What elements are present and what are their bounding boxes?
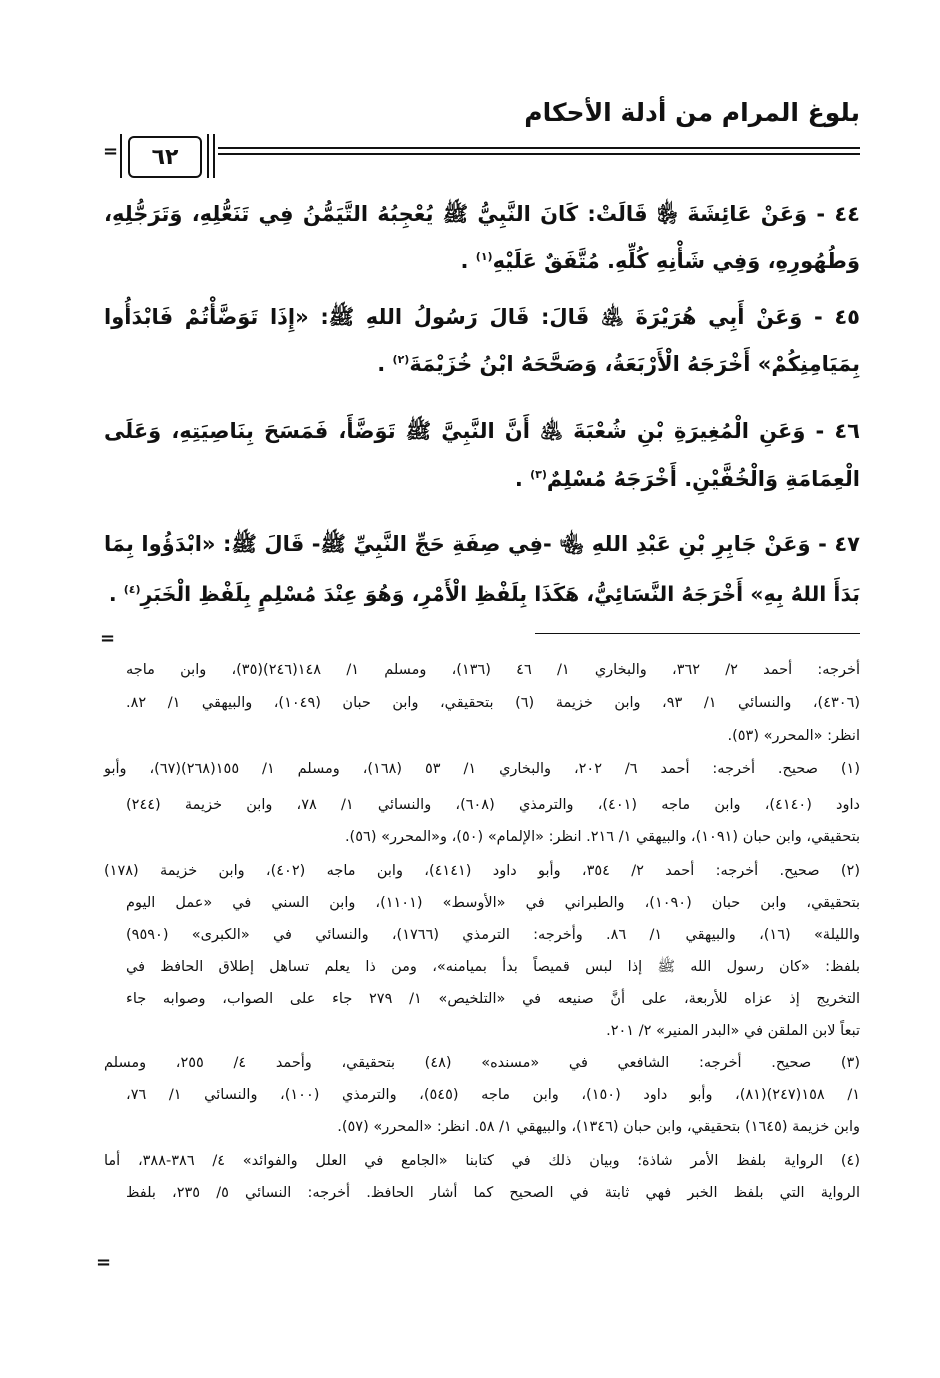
hadith-line-text: وَطُهُورِهِ، وَفِي شَأْنِهِ كُلِّهِ. مُتَّفَقٌ عَلَيْهِ	[492, 249, 860, 273]
line-end: .	[514, 467, 531, 491]
header-bar	[213, 134, 215, 178]
hadith-line	[104, 462, 860, 496]
header-bar	[207, 134, 209, 178]
header-rule	[218, 147, 860, 149]
footnote-line: انظر: «المحرر» (٥٣).	[727, 728, 860, 744]
continuation-mark: =	[103, 141, 119, 162]
footnote-line: تبعاً لابن الملقن في «البدر المنير» ٢/ ٢٠١.	[606, 1023, 860, 1039]
footnote-line: والليلة» (١٦)، والبيهقي ١/ ٨٦. وأخرجه: الترمذي (١٧٦٦)، والنسائي في «الكبرى» (٩٥٩٠)	[126, 927, 861, 943]
hadith-line-text: ٤٦ - وَعَنِ الْمُغِيرَةِ بْنِ شُعْبَةَ ﵁ أَنَّ النَّبِيَّ ﷺ تَوَضَّأَ، فَمَسَحَ بِنَاصِيَتِهِ، وَعَلَى	[104, 419, 860, 443]
footnote-line: (٣) صحيح. أخرجه: الشافعي في «مسنده» (٤٨) بتحقيقي، وأحمد ٤/ ٢٥٥، ومسلم	[104, 1055, 860, 1071]
hadith-line-text: بِمَيَامِنِكُمْ» أَخْرَجَهُ الْأَرْبَعَةُ، وَصَحَّحَهُ ابْنُ خُزَيْمَةَ	[409, 352, 860, 376]
footnote-line: (٤) الرواية بلفظ الأمر شاذة؛ وبيان ذلك في كتابنا «الجامع في العلل والفوائد» ٤/ ٣٨٦-٣٨٨، أما	[104, 1153, 860, 1169]
hadith-line	[104, 197, 860, 231]
footnote-line: الرواية التي بلفظ الخبر فهي ثابتة في الصحيح كما أشار الحافظ. أخرجه: النسائي ٥/ ٢٣٥، بلفظ	[126, 1185, 860, 1201]
footnote-line: وابن خزيمة (١٦٤٥) بتحقيقي، وابن حبان (١٣٤٦)، والبيهقي ١/ ٥٨. انظر: «المحرر» (٥٧).	[337, 1119, 860, 1135]
footnote-continuation-mark: =	[100, 628, 116, 649]
footnote-line: (٤٣٠٦)، والنسائي ١/ ٩٣، وابن خزيمة (٦) بتحقيقي، وابن حبان (١٠٤٩)، والبيهقي ١/ ٨٢.	[126, 695, 861, 711]
hadith-line	[104, 244, 860, 278]
footnote-line: داود (٤١٤٠)، وابن ماجه (٤٠١)، والترمذي (٦٠٨)، والنسائي ١/ ٧٨، وابن خزيمة (٢٤٤)	[126, 797, 860, 813]
footnote-line: (٢) صحيح. أخرجه: أحمد ٢/ ٣٥٤، وأبو داود (٤١٤١)، وابن ماجه (٤٠٢)، وابن خزيمة (١٧٨)	[104, 863, 860, 879]
footnote-line: بتحقيقي، وابن حبان (١٠٩٠)، والطبراني في «الأوسط» (١١٠١)، وابن السني في «عمل اليوم	[126, 895, 860, 911]
footnote-line: بلفظ: «كان رسول الله ﷺ إذا لبس قميصاً بدأ بميامنه»، ومن ذا يعلم تساهل إطلاق الحافظ في	[126, 959, 860, 975]
hadith-line	[104, 347, 860, 381]
book-title: بلوغ المرام من أدلة الأحكام	[524, 98, 860, 127]
hadith-line-text: ٤٥ - وَعَنْ أَبِي هُرَيْرَةَ ﵁ قَالَ: قَالَ رَسُولُ اللهِ ﷺ: «إِذَا تَوَضَّأْتُمْ فَابْدَأُوا	[104, 305, 860, 329]
hadith-line	[104, 300, 860, 334]
footnote-line: (١) صحيح. أخرجه: أحمد ٦/ ٢٠٢، والبخاري ١/ ٥٣ (١٦٨)، ومسلم ١/ ١٥٥(٢٦٨)(٦٧)، وأبو	[104, 761, 860, 777]
line-end: .	[377, 352, 393, 376]
header-rule	[218, 153, 860, 155]
hadith-line-text: ٤٧ - وَعَنْ جَابِرِ بْنِ عَبْدِ اللهِ ﵄ -فِي صِفَةِ حَجِّ النَّبِيِّ ﷺ- قَالَ ﷺ: «ابْدَؤُوا بِمَا	[104, 532, 860, 556]
footnote-line: ١/ ١٥٨(٢٤٧)(٨١)، وأبو داود (١٥٠)، وابن ماجه (٥٤٥)، والترمذي (١٠٠)، والنسائي ١/ ٧٦،	[126, 1087, 860, 1103]
line-end: .	[460, 249, 476, 273]
footnote-ref[interactable]: (٢)	[392, 353, 410, 366]
footnote-ref[interactable]: (٤)	[123, 583, 141, 597]
footnote-ref[interactable]: (٣)	[530, 468, 547, 481]
header-bar	[120, 134, 122, 178]
line-end: .	[108, 582, 124, 606]
footnote-line: التخريج إذ عزاه للأربعة، على أنَّ صنيعه في «التلخيص» ١/ ٢٧٩ جاء على الصواب، وصوابه جاء	[126, 991, 861, 1007]
page-number: ٦٢	[128, 136, 202, 178]
hadith-line-text: بَدَأَ اللهُ بِهِ» أَخْرَجَهُ النَّسَائِيُّ، هَكَذَا بِلَفْظِ الْأَمْرِ، وَهُوَ عِنْدَ مُسْلِمٍ بِلَفْظِ الْخَبَرِ	[140, 582, 860, 606]
hadith-line-text: ٤٤ - وَعَنْ عَائِشَةَ ﵂ قَالَتْ: كَانَ النَّبِيُّ ﷺ يُعْجِبُهُ التَّيَمُّنُ فِي تَنَعُّلِهِ، وَتَرَجُّلِهِ،	[104, 202, 860, 226]
footnote-line: أخرجه: أحمد ٢/ ٣٦٢، والبخاري ١/ ٤٦ (١٣٦)، ومسلم ١/ ١٤٨(٢٤٦)(٣٥)، وابن ماجه	[126, 662, 860, 678]
footnote-end-mark: =	[96, 1252, 112, 1273]
footnote-line: بتحقيقي، وابن حبان (١٠٩١)، والبيهقي ١/ ٢١٦. انظر: «الإلمام» (٥٠)، و«المحرر» (٥٦).	[344, 829, 860, 845]
footnote-ref[interactable]: (١)	[475, 250, 493, 263]
footnote-separator	[535, 633, 860, 634]
hadith-line	[104, 577, 860, 611]
hadith-line	[104, 414, 860, 448]
hadith-line-text: الْعِمَامَةِ وَالْخُفَّيْنِ. أَخْرَجَهُ مُسْلِمٌ	[546, 467, 860, 491]
hadith-line	[104, 527, 860, 561]
